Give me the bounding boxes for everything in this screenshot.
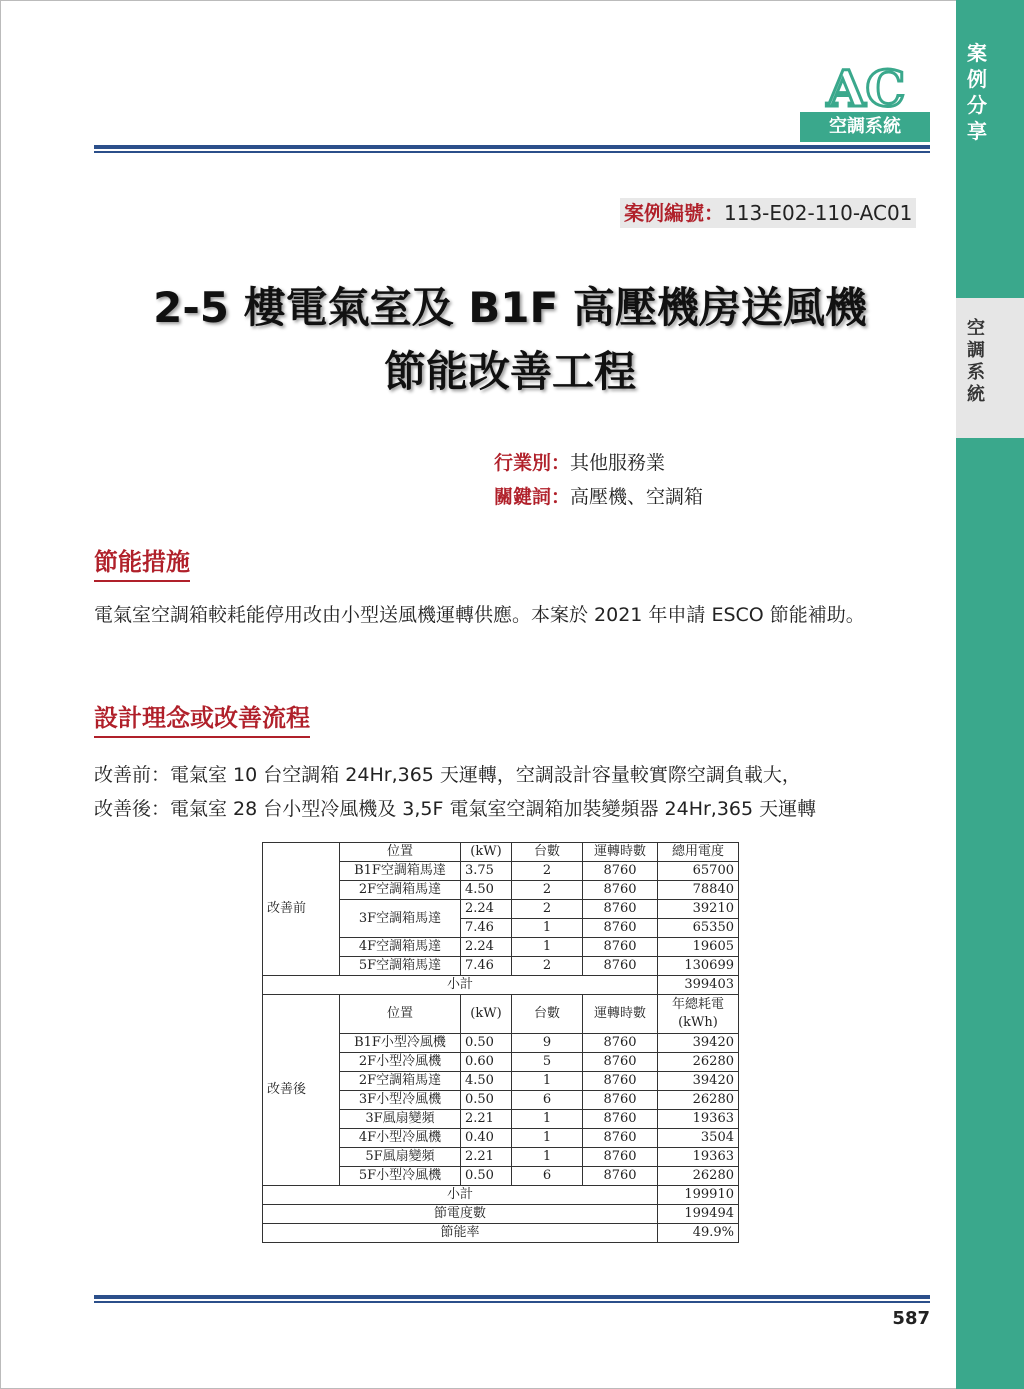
table-cell: 39420 <box>658 1072 739 1091</box>
table-cell: 4.50 <box>461 881 512 900</box>
table-cell: 78840 <box>658 881 739 900</box>
table-header-cell: 運轉時數 <box>583 843 658 862</box>
keywords-value: 高壓機、空調箱 <box>570 486 704 508</box>
ac-logo-label: 空調系統 <box>800 112 930 142</box>
table-cell: 8760 <box>583 862 658 881</box>
subtotal-row-after <box>263 1186 739 1205</box>
subtotal-label: 小計 <box>263 976 658 995</box>
saving-label: 節電度數 <box>263 1205 658 1224</box>
table-cell: 2 <box>512 881 583 900</box>
table-cell: 2F小型冷風機 <box>340 1053 461 1072</box>
table-cell: 3504 <box>658 1129 739 1148</box>
table-cell: 6 <box>512 1167 583 1186</box>
table-cell: 26280 <box>658 1053 739 1072</box>
group-label-after: 改善後 <box>263 995 340 1186</box>
case-number-value: 113-E02-110-AC01 <box>724 201 913 225</box>
table-cell: 5F空調箱馬達 <box>340 957 461 976</box>
table-header-cell: 台數 <box>512 843 583 862</box>
footer-rule-thin <box>94 1301 930 1303</box>
table-cell: 26280 <box>658 1167 739 1186</box>
table-cell: 5 <box>512 1053 583 1072</box>
side-tab-case-share-label: 案例分享 <box>967 41 987 143</box>
table-cell: 1 <box>512 1072 583 1091</box>
table-cell: 0.50 <box>461 1167 512 1186</box>
keywords-label: 關鍵詞： <box>494 486 571 508</box>
table-cell: B1F空調箱馬達 <box>340 862 461 881</box>
table-header-cell: 年總耗電(kWh) <box>658 995 739 1034</box>
title-line-2: 節能改善工程 <box>383 347 636 396</box>
footer-rule <box>94 1295 930 1299</box>
table-cell: 65350 <box>658 919 739 938</box>
table-cell: 2.24 <box>461 938 512 957</box>
side-tab-ac-system-label: 空調系統 <box>967 318 985 405</box>
table-cell: 1 <box>512 1148 583 1167</box>
table-cell: 8760 <box>583 938 658 957</box>
table-cell: 2.21 <box>461 1110 512 1129</box>
rate-value: 49.9% <box>658 1224 739 1243</box>
table-cell: 19605 <box>658 938 739 957</box>
table-cell: 4F小型冷風機 <box>340 1129 461 1148</box>
table-cell: 39420 <box>658 1034 739 1053</box>
table-cell: 1 <box>512 1129 583 1148</box>
table-cell: 1 <box>512 938 583 957</box>
table-cell: 0.60 <box>461 1053 512 1072</box>
table-cell: 8760 <box>583 881 658 900</box>
table-cell: 5F風扇變頻 <box>340 1148 461 1167</box>
table-cell: 26280 <box>658 1091 739 1110</box>
table-header-cell: (kW) <box>461 843 512 862</box>
table-cell: 1 <box>512 919 583 938</box>
section-heading-measures: 節能措施 <box>94 546 190 582</box>
table-cell: 2F空調箱馬達 <box>340 881 461 900</box>
subtotal-row-before <box>263 976 739 995</box>
table-cell: 8760 <box>583 1110 658 1129</box>
table-cell: 2 <box>512 957 583 976</box>
subtotal-value: 399403 <box>658 976 739 995</box>
table-cell: 7.46 <box>461 957 512 976</box>
table-cell: 8760 <box>583 957 658 976</box>
table-header-cell: (kW) <box>461 995 512 1034</box>
table-header-cell: 位置 <box>340 843 461 862</box>
energy-table <box>262 842 739 1243</box>
section-text-before: 改善前：電氣室 10 台空調箱 24Hr,365 天運轉，空調設計容量較實際空調負載大， <box>94 764 801 786</box>
table-cell: 8760 <box>583 900 658 919</box>
table-cell: 0.50 <box>461 1034 512 1053</box>
table-header-cell: 位置 <box>340 995 461 1034</box>
table-cell: 2 <box>512 862 583 881</box>
table-cell: 8760 <box>583 1148 658 1167</box>
section-heading-design: 設計理念或改善流程 <box>94 702 310 738</box>
saving-value: 199494 <box>658 1205 739 1224</box>
section-text-after: 改善後：電氣室 28 台小型冷風機及 3,5F 電氣室空調箱加裝變頻器 24Hr,365 天運轉 <box>94 798 817 820</box>
table-header-cell: 運轉時數 <box>583 995 658 1034</box>
page-title <box>80 276 940 404</box>
rate-row <box>263 1224 739 1243</box>
title-line-1: 2-5 樓電氣室及 B1F 高壓機房送風機 <box>153 283 867 332</box>
table-cell: 4F空調箱馬達 <box>340 938 461 957</box>
case-number-label: 案例編號： <box>624 201 724 225</box>
table-cell: 6 <box>512 1091 583 1110</box>
table-cell: 39210 <box>658 900 739 919</box>
table-cell: 2.21 <box>461 1148 512 1167</box>
table-header-row <box>263 843 739 862</box>
industry-value: 其他服務業 <box>570 452 666 474</box>
section-text-measures: 電氣室空調箱較耗能停用改由小型送風機運轉供應。本案於 2021 年申請 ESCO 節能補助。 <box>94 604 865 626</box>
table-cell: 8760 <box>583 919 658 938</box>
table-cell: 19363 <box>658 1110 739 1129</box>
table-cell: 5F小型冷風機 <box>340 1167 461 1186</box>
table-cell: 8760 <box>583 1167 658 1186</box>
table-cell: 3F風扇變頻 <box>340 1110 461 1129</box>
side-strip <box>956 438 1024 1389</box>
table-cell: 0.40 <box>461 1129 512 1148</box>
table-cell: 8760 <box>583 1091 658 1110</box>
table-cell: 9 <box>512 1034 583 1053</box>
table-cell: 3.75 <box>461 862 512 881</box>
group-label-before: 改善前 <box>263 843 340 976</box>
table-cell: 8760 <box>583 1034 658 1053</box>
meta-info <box>494 446 703 514</box>
table-cell: 8760 <box>583 1129 658 1148</box>
table-cell: 7.46 <box>461 919 512 938</box>
table-cell: 19363 <box>658 1148 739 1167</box>
table-cell: 130699 <box>658 957 739 976</box>
ac-logo-icon <box>806 62 926 112</box>
table-cell: 3F小型冷風機 <box>340 1091 461 1110</box>
page-number: 587 <box>892 1308 930 1329</box>
table-header-row <box>263 995 739 1034</box>
table-cell: 1 <box>512 1110 583 1129</box>
table-cell: 0.50 <box>461 1091 512 1110</box>
subtotal-label: 小計 <box>263 1186 658 1205</box>
table-header-cell: 總用電度 <box>658 843 739 862</box>
table-cell: 8760 <box>583 1072 658 1091</box>
industry-label: 行業別： <box>494 452 571 474</box>
table-cell: 8760 <box>583 1053 658 1072</box>
table-cell: 2.24 <box>461 900 512 919</box>
table-cell: 2F空調箱馬達 <box>340 1072 461 1091</box>
ac-logo-mark: AC <box>826 62 906 112</box>
table-cell: B1F小型冷風機 <box>340 1034 461 1053</box>
header-rule <box>94 145 930 149</box>
table-cell: 65700 <box>658 862 739 881</box>
rate-label: 節能率 <box>263 1224 658 1243</box>
case-number <box>620 198 916 228</box>
table-cell: 2 <box>512 900 583 919</box>
header-rule-thin <box>94 151 930 153</box>
saving-row <box>263 1205 739 1224</box>
table-cell: 3F空調箱馬達 <box>340 900 461 938</box>
table-header-cell: 台數 <box>512 995 583 1034</box>
table-cell: 4.50 <box>461 1072 512 1091</box>
subtotal-value: 199910 <box>658 1186 739 1205</box>
